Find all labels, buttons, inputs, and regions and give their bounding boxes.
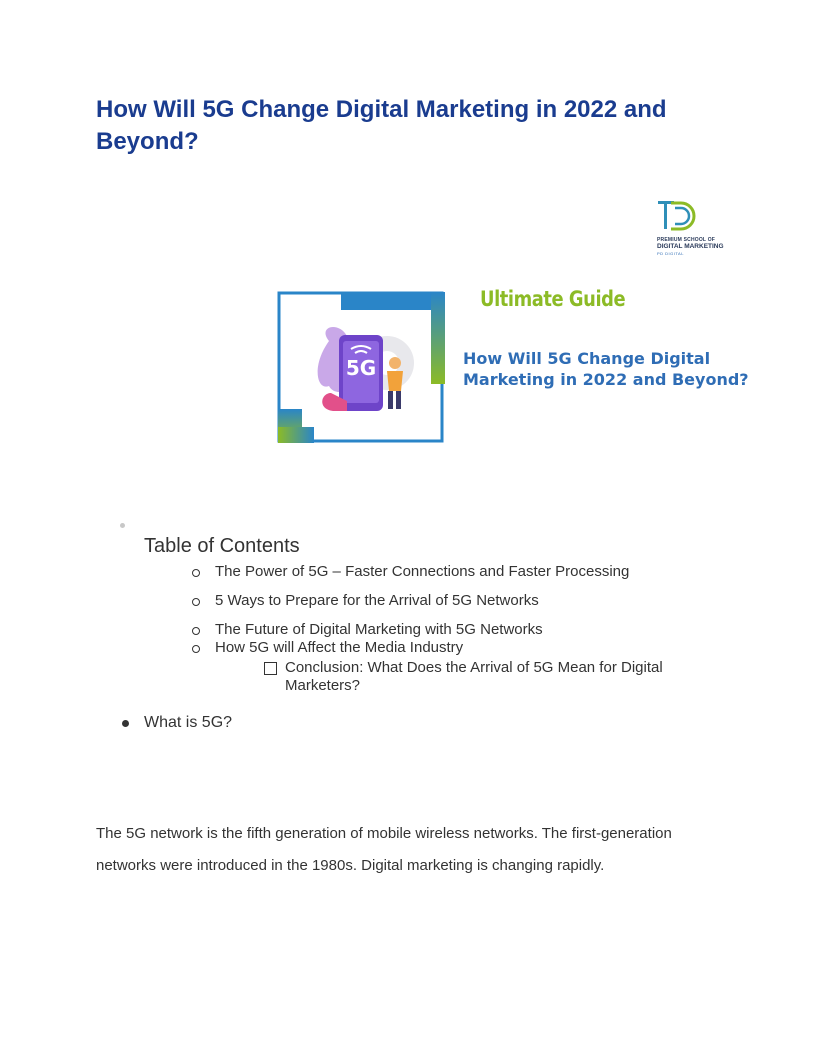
toc-bullet-icon (192, 645, 200, 653)
banner-subheading: How Will 5G Change Digital Marketing in 2022 and Beyond? (463, 349, 749, 389)
toc-bullet-icon (192, 627, 200, 635)
page-title: How Will 5G Change Digital Marketing in 2022 and Beyond? (96, 96, 667, 155)
logo-line-3: PD DIGITAL (657, 251, 684, 256)
5g-badge: 5G (345, 356, 377, 380)
banner-heading: Ultimate Guide (480, 287, 626, 311)
toc-item-conclusion[interactable]: Conclusion: What Does the Arrival of 5G Mean for Digital Marketers? (285, 659, 663, 694)
toc-heading: Table of Contents (144, 535, 300, 557)
empty-bullet (120, 523, 125, 528)
toc-item-future[interactable]: The Future of Digital Marketing with 5G Networks (215, 621, 543, 638)
toc-square-bullet-icon (264, 662, 277, 675)
toc-item-media-industry[interactable]: How 5G will Affect the Media Industry (215, 639, 464, 656)
toc-bullet-icon (192, 598, 200, 606)
toc-item-prepare[interactable]: 5 Ways to Prepare for the Arrival of 5G Networks (215, 592, 539, 609)
pd-logo-icon (655, 197, 703, 237)
toc-bullet-icon (192, 569, 200, 577)
logo-line-2: DIGITAL MARKETING (657, 243, 724, 250)
5g-illustration-icon (277, 291, 447, 446)
school-logo (655, 197, 735, 265)
toc-item-power-of-5g[interactable]: The Power of 5G – Faster Connections and Faster Processing (215, 563, 630, 580)
bullet-icon (122, 720, 129, 727)
logo-line-1: PREMIUM SCHOOL OF (657, 237, 716, 243)
section-heading: What is 5G? (144, 714, 233, 731)
body-paragraph: The 5G network is the fifth generation of mobile wireless networks. The first-generation networks were introduced in the 1980s. Digital marketing is changing rapidly. (96, 825, 672, 874)
